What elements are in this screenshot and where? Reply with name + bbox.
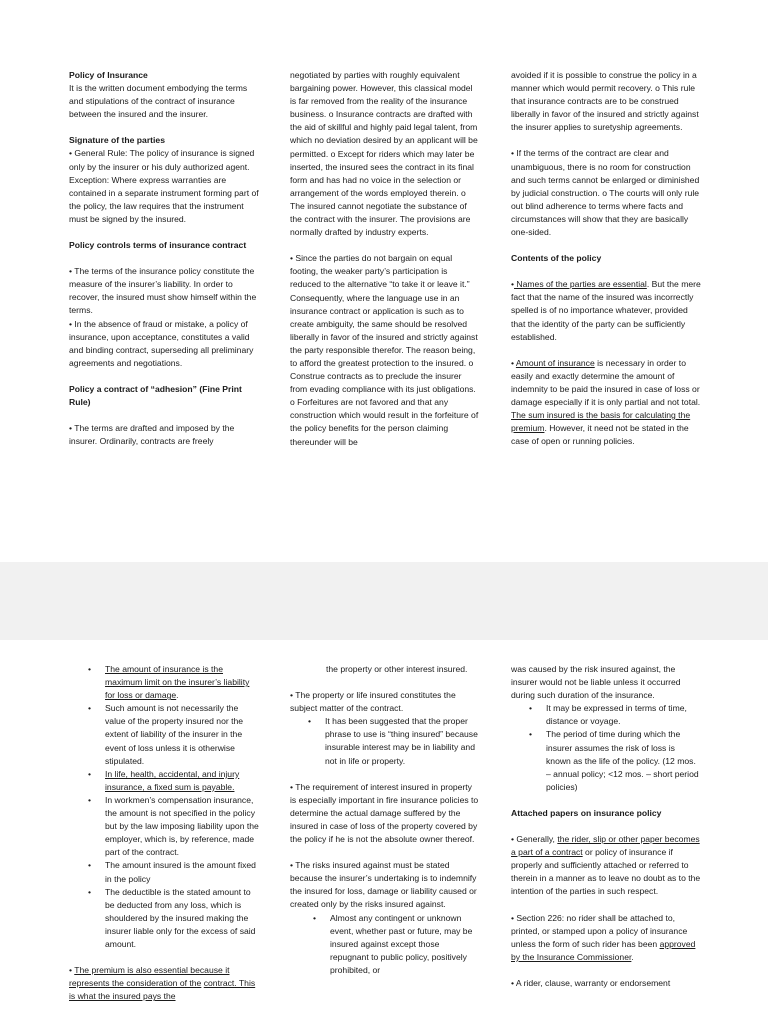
heading-contents-of-policy: Contents of the policy [511, 253, 602, 264]
list-item [88, 702, 259, 767]
text: The amount insured is the amount fixed in the policy [105, 860, 256, 884]
text: It may be expressed in terms of time, distance or voyage. [546, 703, 687, 727]
bullet-list [290, 715, 480, 767]
bullet-icon: • [88, 794, 92, 805]
list-item [88, 794, 259, 859]
column-middle [290, 663, 480, 990]
paragraph: • Names of the parties are essential. But the mere fact that the name of the insured was incorrectly spelled is of no importance whatever, provided that the identity of the party can be sufficiently established. [511, 279, 701, 342]
paragraph: • General Rule: The policy of insurance is signed only by the insurer or his duly authorized agent. [69, 148, 255, 172]
heading-contract-of-adhesion: Policy a contract of “adhesion” (Fine Print Rule) [69, 383, 242, 407]
heading-signature-of-parties: Signature of the parties [69, 135, 165, 146]
paragraph: Exception: Where express warranties are contained in a separate instrument forming part of the policy, the law requires that the instrument must be signed by the insured. [69, 174, 259, 224]
bullet-icon: • [529, 729, 533, 740]
paragraph: • The requirement of interest insured in property is especially important in fire insurance policies to determine the actual damage suffered by the insured in case of loss of the property covered by the policy if he is not the absolute owner thereof. [290, 781, 479, 845]
underlined-text: The premium is also essential because it represents the consideration of the [69, 965, 230, 989]
bullet-list [69, 663, 259, 951]
underlined-text: The sum insured is the basis for calculating the premium [511, 410, 691, 434]
list-item [308, 715, 480, 767]
column-left [69, 69, 259, 461]
bullet-icon: • [88, 860, 92, 871]
paragraph: • In the absence of fraud or mistake, a policy of insurance, upon acceptance, constitutes a valid and binding contract, superseding all preliminary agreements and negotiations. [69, 318, 254, 368]
underlined-text: contract. This is what the insured pays the [69, 978, 256, 1002]
bullet-icon: • [88, 886, 92, 897]
paragraph: • The terms are drafted and imposed by the insurer. Ordinarily, contracts are freely [69, 423, 235, 447]
text: The deductible is the stated amount to be deducted from any loss, which is shouldered by the insured making the insurer liable only for the excess of said amount. [105, 886, 256, 949]
underlined-text: Amount of insurance [515, 357, 595, 368]
text: Such amount is not necessarily the value of the property insured nor the extent of liability of the insurer in the event of loss unless it is otherwise stipulated. [105, 703, 244, 766]
underlined-text: the rider, slip or other paper becomes a part of a contract [511, 834, 700, 858]
heading-policy-of-insurance: Policy of Insurance [69, 70, 148, 80]
text: • Generally, [511, 834, 558, 845]
paragraph: • The risks insured against must be stated because the insurer’s undertaking is to indemnify the insured for loss, damage or liability caused or created only by the risks insured against. [290, 860, 477, 910]
bullet-icon: • [88, 703, 92, 714]
paragraph: • The premium is also essential because it represents the consideration of the contract. This is what the insured pays the [69, 965, 256, 1002]
paragraph [511, 912, 701, 964]
column-right [511, 663, 701, 1003]
underlined-text: In life, health, accidental, and injury insurance, a fixed sum is payable. [105, 768, 240, 792]
text: In workmen’s compensation insurance, the amount is not specified in the policy but by the law imposing liability upon the employer, which is, by reference, made part of the contract. [105, 794, 259, 858]
heading-attached-papers: Attached papers on insurance policy [511, 807, 662, 818]
text: Almost any contingent or unknown event, whether past or future, may be insured against except those repugnant to public policy, positively prohibited, or [330, 912, 473, 975]
bullet-list [290, 912, 480, 977]
underlined-text: The amount of insurance is the maximum limit on the insurer’s liability for loss or damage [105, 664, 250, 701]
column-right [511, 69, 701, 461]
list-item [88, 768, 259, 794]
bullet-icon: • [313, 912, 317, 923]
text: . [176, 690, 179, 701]
bullet-icon: • [88, 664, 92, 674]
paragraph: • The terms of the insurance policy constitute the measure of the insurer’s liability. In order to recover, the insured must show himself within the terms. [69, 266, 257, 316]
paragraph: was caused by the risk insured against, the insurer would not be liable unless it occurred during such duration of the insurance. [511, 664, 681, 701]
column-left [69, 663, 259, 1016]
paragraph: • The property or life insured constitutes the subject matter of the contract. [290, 690, 456, 714]
paragraph: • If the terms of the contract are clear and unambiguous, there is no room for construction and such terms cannot be enlarged or diminished by judicial construction. o The courts will only rule out blind adherence to terms where facts and circumstances will show that they are basically one-sided. [511, 148, 700, 238]
heading-policy-controls-terms: Policy controls terms of insurance contract [69, 240, 247, 251]
underlined-text: Names of the parties are essential [514, 279, 647, 290]
text: is necessary in order to easily and exactly determine the amount of indemnity to be paid the insured in case of loss or damage especially if it is only partial and not total. [511, 357, 701, 407]
text: The period of time during which the insurer assumes the risk of loss is known as the life of the policy. (12 mos. – annual policy; <12 mos. – short period policies) [546, 729, 699, 792]
list-item [529, 702, 701, 728]
text: or policy of insurance if properly and sufficiently attached or referred to therein in a manner as to leave no doubt as to the intention of the parties in such respect. [511, 847, 701, 897]
paragraph: It is the written document embodying the terms and stipulations of the contract of insurance between the insured and the insurer. [69, 83, 248, 120]
column-middle [290, 69, 480, 462]
paragraph: • Since the parties do not bargain on equal footing, the weaker party’s participation is reduced to the alternative “to take it or leave it.” Consequently, where the language use in an insurance contract or application is such as to create ambiguity, the same should be resolved liberally in favor of the insured and strictly against the party responsible therefor. The reason being, to afford the greatest protection to the insured. o Construe contracts as to preclude the insurer from evading compliance with its just obligations. o Forfeitures are not favored and that any construction which would result in the forfeiture of the policy benefits for the person claiming thereunder will be [290, 253, 479, 447]
text: . [631, 951, 634, 962]
bullet-icon: • [529, 703, 533, 714]
paragraph: the property or other interest insured. [326, 664, 468, 674]
paragraph [511, 833, 701, 898]
list-item [88, 859, 259, 885]
text: It has been suggested that the proper phrase to use is “thing insured” because insurable interest may be in liability and not in life or property. [325, 716, 478, 766]
document-page-bottom [0, 640, 768, 1024]
paragraph: • A rider, clause, warranty or endorsement [511, 977, 671, 988]
paragraph: avoided if it is possible to construe the policy in a manner which would permit recovery. o This rule that insurance contracts are to be construed liberally in favor of the insured and strictly against the insurer applies to suretyship agreements. [511, 70, 699, 133]
text: . But the mere fact that the name of the insured was incorrectly spelled is of no importance whatever, provided that the identity of the party can be sufficiently established. [511, 279, 701, 342]
bullet-list [511, 702, 701, 794]
bullet-icon: • [88, 768, 92, 779]
list-item [88, 886, 259, 951]
list-item [529, 728, 701, 793]
list-item [313, 912, 480, 977]
text: • Section 226: no rider shall be attached to, printed, or stamped upon a policy of insurance unless the form of such rider has been [511, 912, 688, 949]
paragraph: negotiated by parties with roughly equivalent bargaining power. However, this classical model is far removed from the reality of the insurance business. o Insurance contracts are drafted with the aid of skillful and highly paid legal talent, from which no deviation desired by an applicant will be permitted. o Except for riders which may later be inserted, the insured sees the contract in its final form and has had no voice in the selection or arrangement of the words employed therein. o The insured cannot negotiate the substance of the contract with the insurer. The provisions are normally drafted by industry experts. [290, 70, 478, 238]
text: . However, it need not be stated in the case of open or running policies. [511, 423, 689, 447]
bullet-icon: • [308, 716, 312, 727]
list-item [88, 663, 259, 702]
underlined-text: approved by the Insurance Commissioner [511, 938, 696, 962]
paragraph: • Amount of insurance is necessary in order to easily and exactly determine the amount of indemnity to be paid the insured in case of loss or damage especially if it is only partial and not total. The sum insured is the basis for calculating the premium. However, it need not be stated in the case of open or running policies. [511, 357, 701, 447]
